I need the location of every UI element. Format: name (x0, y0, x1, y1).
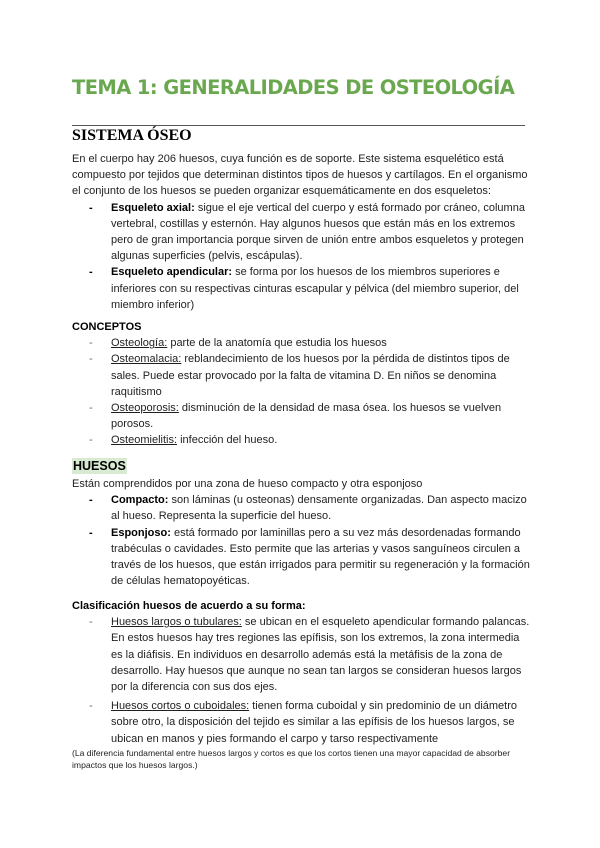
term-osteomielitis: Osteomielitis: (111, 434, 178, 447)
list-item-compacto (72, 492, 530, 524)
bullet-marker: - (89, 526, 93, 539)
list-item-esponjoso (72, 525, 530, 590)
term-esqueleto-axial: Esqueleto axial: (111, 201, 195, 214)
huesos-list (72, 492, 530, 589)
clasificacion-list (72, 614, 530, 747)
term-osteologia: Osteología: (111, 337, 168, 350)
definition-osteologia: parte de la anatomía que estudia los huesos (167, 337, 387, 350)
definition-esponjoso: está formado por laminillas pero a su vez más desordenadas formando trabéculas o cavidades. Esto permite que las arterias y vasos sanguíneos circulen a través de los huesos, que están irrigados para permitir su regeneración y la formación de células hematopoyéticas. (111, 526, 530, 588)
bullet-marker: - (89, 402, 93, 415)
clasificacion-section (72, 598, 530, 772)
section-heading-huesos: HUESOS (73, 459, 126, 473)
sistema-oseo-section (72, 151, 530, 313)
term-osteoporosis: Osteoporosis: (111, 402, 179, 415)
term-huesos-cortos: Huesos cortos o cuboidales: (111, 700, 250, 713)
bullet-marker: - (89, 494, 93, 507)
definition-osteomalacia: reblandecimiento de los huesos por la pérdida de distintos tipos de sales. Puede estar provocado por la falta de vitamina D. En niños se denomina raquitismo (111, 353, 510, 398)
huesos-intro: Están comprendidos por una zona de hueso compacto y otra esponjoso (72, 478, 423, 490)
bullet-marker: - (89, 700, 93, 713)
section-heading-clasificacion: Clasificación huesos de acuerdo a su forma: (72, 600, 306, 612)
definition-huesos-largos: se ubican en el esqueleto apendicular formando palancas. En estos huesos hay tres regiones las epífisis, son los extremos, la zona intermedia es la diáfisis. En individuos en desarrollo además está la metáfisis de la zona de desarrollo. Hay huesos que aunque no sean tan largos se consideran huesos largos por la diferencia con sus dos ejes. (111, 616, 530, 694)
definition-osteomielitis: infección del hueso. (177, 434, 278, 447)
list-item-esqueleto-axial (72, 200, 530, 265)
section-heading-conceptos: CONCEPTOS (72, 321, 142, 333)
bullet-marker: - (89, 616, 93, 629)
bullet-marker: - (89, 201, 93, 214)
list-item-huesos-largos (72, 614, 530, 695)
term-esponjoso: Esponjoso: (111, 526, 171, 539)
list-item-osteomielitis (72, 432, 530, 448)
sistema-oseo-intro: En el cuerpo hay 206 huesos, cuya función es de soporte. Este sistema esquelético está compuesto por tejidos que determinan distintos tipos de huesos y cartílagos. En el organismo el conjunto de los huesos se pueden organizar esquemáticamente en dos esqueletos: (72, 153, 528, 198)
huesos-section (72, 476, 530, 589)
term-huesos-largos: Huesos largos o tubulares: (111, 616, 242, 629)
term-osteomalacia: Osteomalacia: (111, 353, 182, 366)
definition-huesos-cortos: tienen forma cuboidal y sin predominio de un diámetro sobre otro, la disposición del tejido es similar a las epífisis de los huesos largos, se ubican en manos y pies formando el carpo y tarso respectivamente (111, 700, 518, 745)
esqueletos-list (72, 200, 530, 313)
document-title: TEMA 1: GENERALIDADES DE OSTEOLOGÍA (72, 76, 515, 99)
title-underline (72, 125, 525, 126)
list-item-osteomalacia (72, 351, 530, 400)
bullet-marker: - (89, 337, 93, 350)
list-item-esqueleto-apendicular (72, 264, 530, 313)
conceptos-section (72, 319, 530, 449)
clasificacion-note: (La diferencia fundamental entre huesos largos y cortos es que los cortos tienen una mayor capacidad de absorber impactos que los huesos largos.) (72, 747, 511, 771)
bullet-marker: - (89, 353, 93, 366)
list-item-osteologia (72, 335, 530, 351)
definition-esqueleto-axial: sigue el eje vertical del cuerpo y está formado por cráneo, columna vertebral, costillas y esternón. Hay algunos huesos que están más en los extremos pero de gran importancia porque sirven de unión entre ambos esqueletos y protegen algunas superficies (pelvis, escápulas). (111, 201, 525, 263)
definition-esqueleto-apendicular: se forma por los huesos de los miembros superiores e inferiores con su respectivas cinturas escapular y pélvica (del miembro superior, del miembro inferior) (111, 266, 519, 311)
definition-compacto: son láminas (u osteonas) densamente organizadas. Dan aspecto macizo al hueso. Representa la superficie del hueso. (111, 494, 527, 523)
section-heading-sistema-oseo: SISTEMA ÓSEO (72, 127, 192, 144)
bullet-marker: - (89, 434, 93, 447)
list-item-osteoporosis (72, 400, 530, 432)
list-item-huesos-cortos (72, 698, 530, 747)
term-esqueleto-apendicular: Esqueleto apendicular: (111, 266, 233, 279)
term-compacto: Compacto: (111, 494, 169, 507)
definition-osteoporosis: disminución de la densidad de masa ósea. los huesos se vuelven porosos. (111, 402, 502, 431)
bullet-marker: - (89, 266, 93, 279)
conceptos-list (72, 335, 530, 448)
